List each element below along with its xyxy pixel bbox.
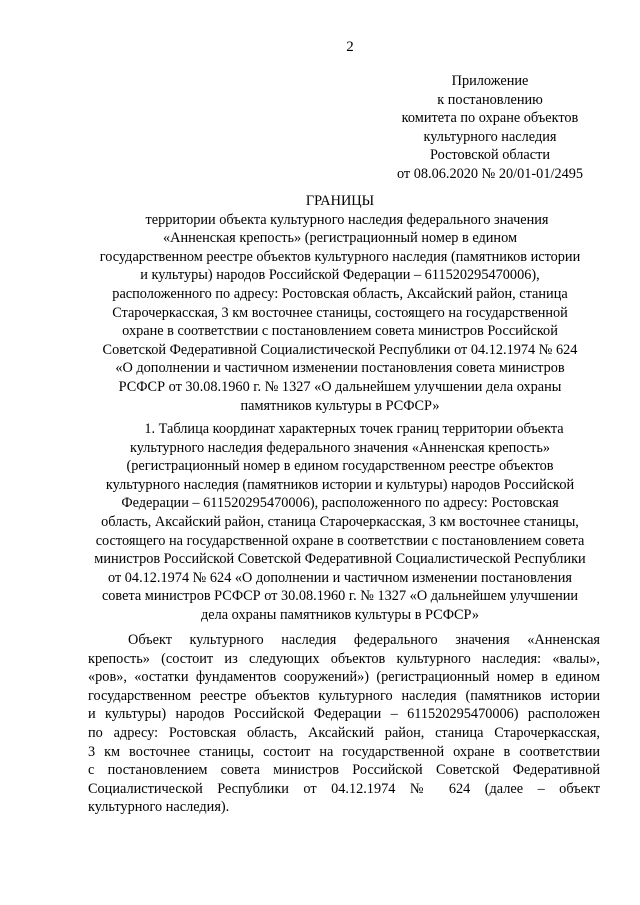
appendix-line: к постановлению: [437, 91, 543, 108]
title-line: территории объекта культурного наследия федерального значения: [145, 211, 549, 228]
caption-line: (регистрационный номер в едином государственном реестре объектов: [126, 458, 554, 475]
paragraph-line: Социалистической Республики от 04.12.1974 № 624 (далее – объект: [88, 780, 600, 797]
appendix-line: Приложение: [451, 73, 529, 89]
caption-line: 1. Таблица координат характерных точек границ территории объекта: [144, 421, 564, 437]
caption-line: совета министров РСФСР от 30.08.1960 г. № 1327 «О дальнейшем улучшении: [101, 588, 579, 605]
caption-line: область, Аксайский район, станица Старочеркасская, 3 км восточнее станицы,: [101, 513, 579, 530]
caption-line: от 04.12.1974 № 624 «О дополнении и частичном изменении постановления: [107, 569, 572, 586]
paragraph-line: крепость» (состоит из следующих объектов культурного наследия: «валы»,: [88, 650, 600, 667]
caption-line: Федерации – 611520295470006), расположенного по адресу: Ростовская: [121, 495, 559, 512]
appendix-line: комитета по охране объектов: [401, 110, 579, 127]
paragraph-line: и культуры) народов Российской Федерации – 611520295470006) расположен: [88, 706, 600, 723]
paragraph-line: Объект культурного наследия федерального значения «Анненская: [128, 632, 600, 648]
body-paragraph: [88, 631, 600, 817]
title-line: Старочеркасская, 3 км восточнее станицы, состоящего на государственной: [112, 304, 568, 321]
caption-line: культурного наследия федерального значения «Анненская крепость»: [129, 439, 551, 456]
paragraph-line: культурного наследия).: [88, 799, 230, 816]
caption-line: состоящего на государственной охране в соответствии с постановлением совета: [95, 532, 585, 549]
table-caption-block: [80, 420, 600, 625]
caption-line: культурного наследия (памятников истории и культуры) народов Российской: [105, 476, 575, 493]
paragraph-line: 3 км восточнее станицы, состоит на государственной охране в соответствии: [88, 743, 600, 760]
caption-line: министров Российской Советской Федеративной Социалистической Республики: [94, 551, 586, 568]
title-line: и культуры) народов Российской Федерации – 611520295470006),: [140, 267, 540, 284]
title-line: государственном реестре объектов культурного наследия (памятников истории: [99, 248, 581, 265]
appendix-line: от 08.06.2020 № 20/01-01/2495: [396, 165, 584, 182]
title-line: РСФСР от 30.08.1960 г. № 1327 «О дальнейшем улучшении дела охраны: [118, 378, 562, 395]
title-line: охране в соответствии с постановлением совета министров Российской: [122, 323, 558, 340]
appendix-line: Ростовской области: [429, 147, 551, 164]
appendix-block: [380, 72, 600, 184]
title-block: [80, 192, 600, 415]
page-number: 2: [346, 39, 354, 55]
paragraph-line: государственном реестре объектов культурного наследия (памятников истории: [88, 687, 600, 704]
paragraph-line: по адресу: Ростовская область, Аксайский район, станица Старочеркасская,: [88, 724, 600, 741]
document-heading: ГРАНИЦЫ: [305, 193, 375, 209]
paragraph-line: с постановлением совета министров Российской Советской Федеративной: [88, 762, 600, 779]
caption-line: дела охраны памятников культуры в РСФСР»: [201, 606, 479, 623]
paragraph-line: «ров», «остатки фундаментов сооружений») (регистрационный номер в едином: [88, 669, 600, 686]
appendix-line: культурного наследия: [423, 128, 557, 145]
title-line: «О дополнении и частичном изменении постановления совета министров: [115, 360, 565, 377]
title-line: расположенного по адресу: Ростовская область, Аксайский район, станица: [112, 285, 568, 302]
title-line: Советской Федеративной Социалистической Республики от 04.12.1974 № 624: [102, 341, 578, 358]
title-line: «Анненская крепость» (регистрационный номер в едином: [162, 230, 517, 247]
title-line: памятников культуры в РСФСР»: [240, 397, 440, 414]
